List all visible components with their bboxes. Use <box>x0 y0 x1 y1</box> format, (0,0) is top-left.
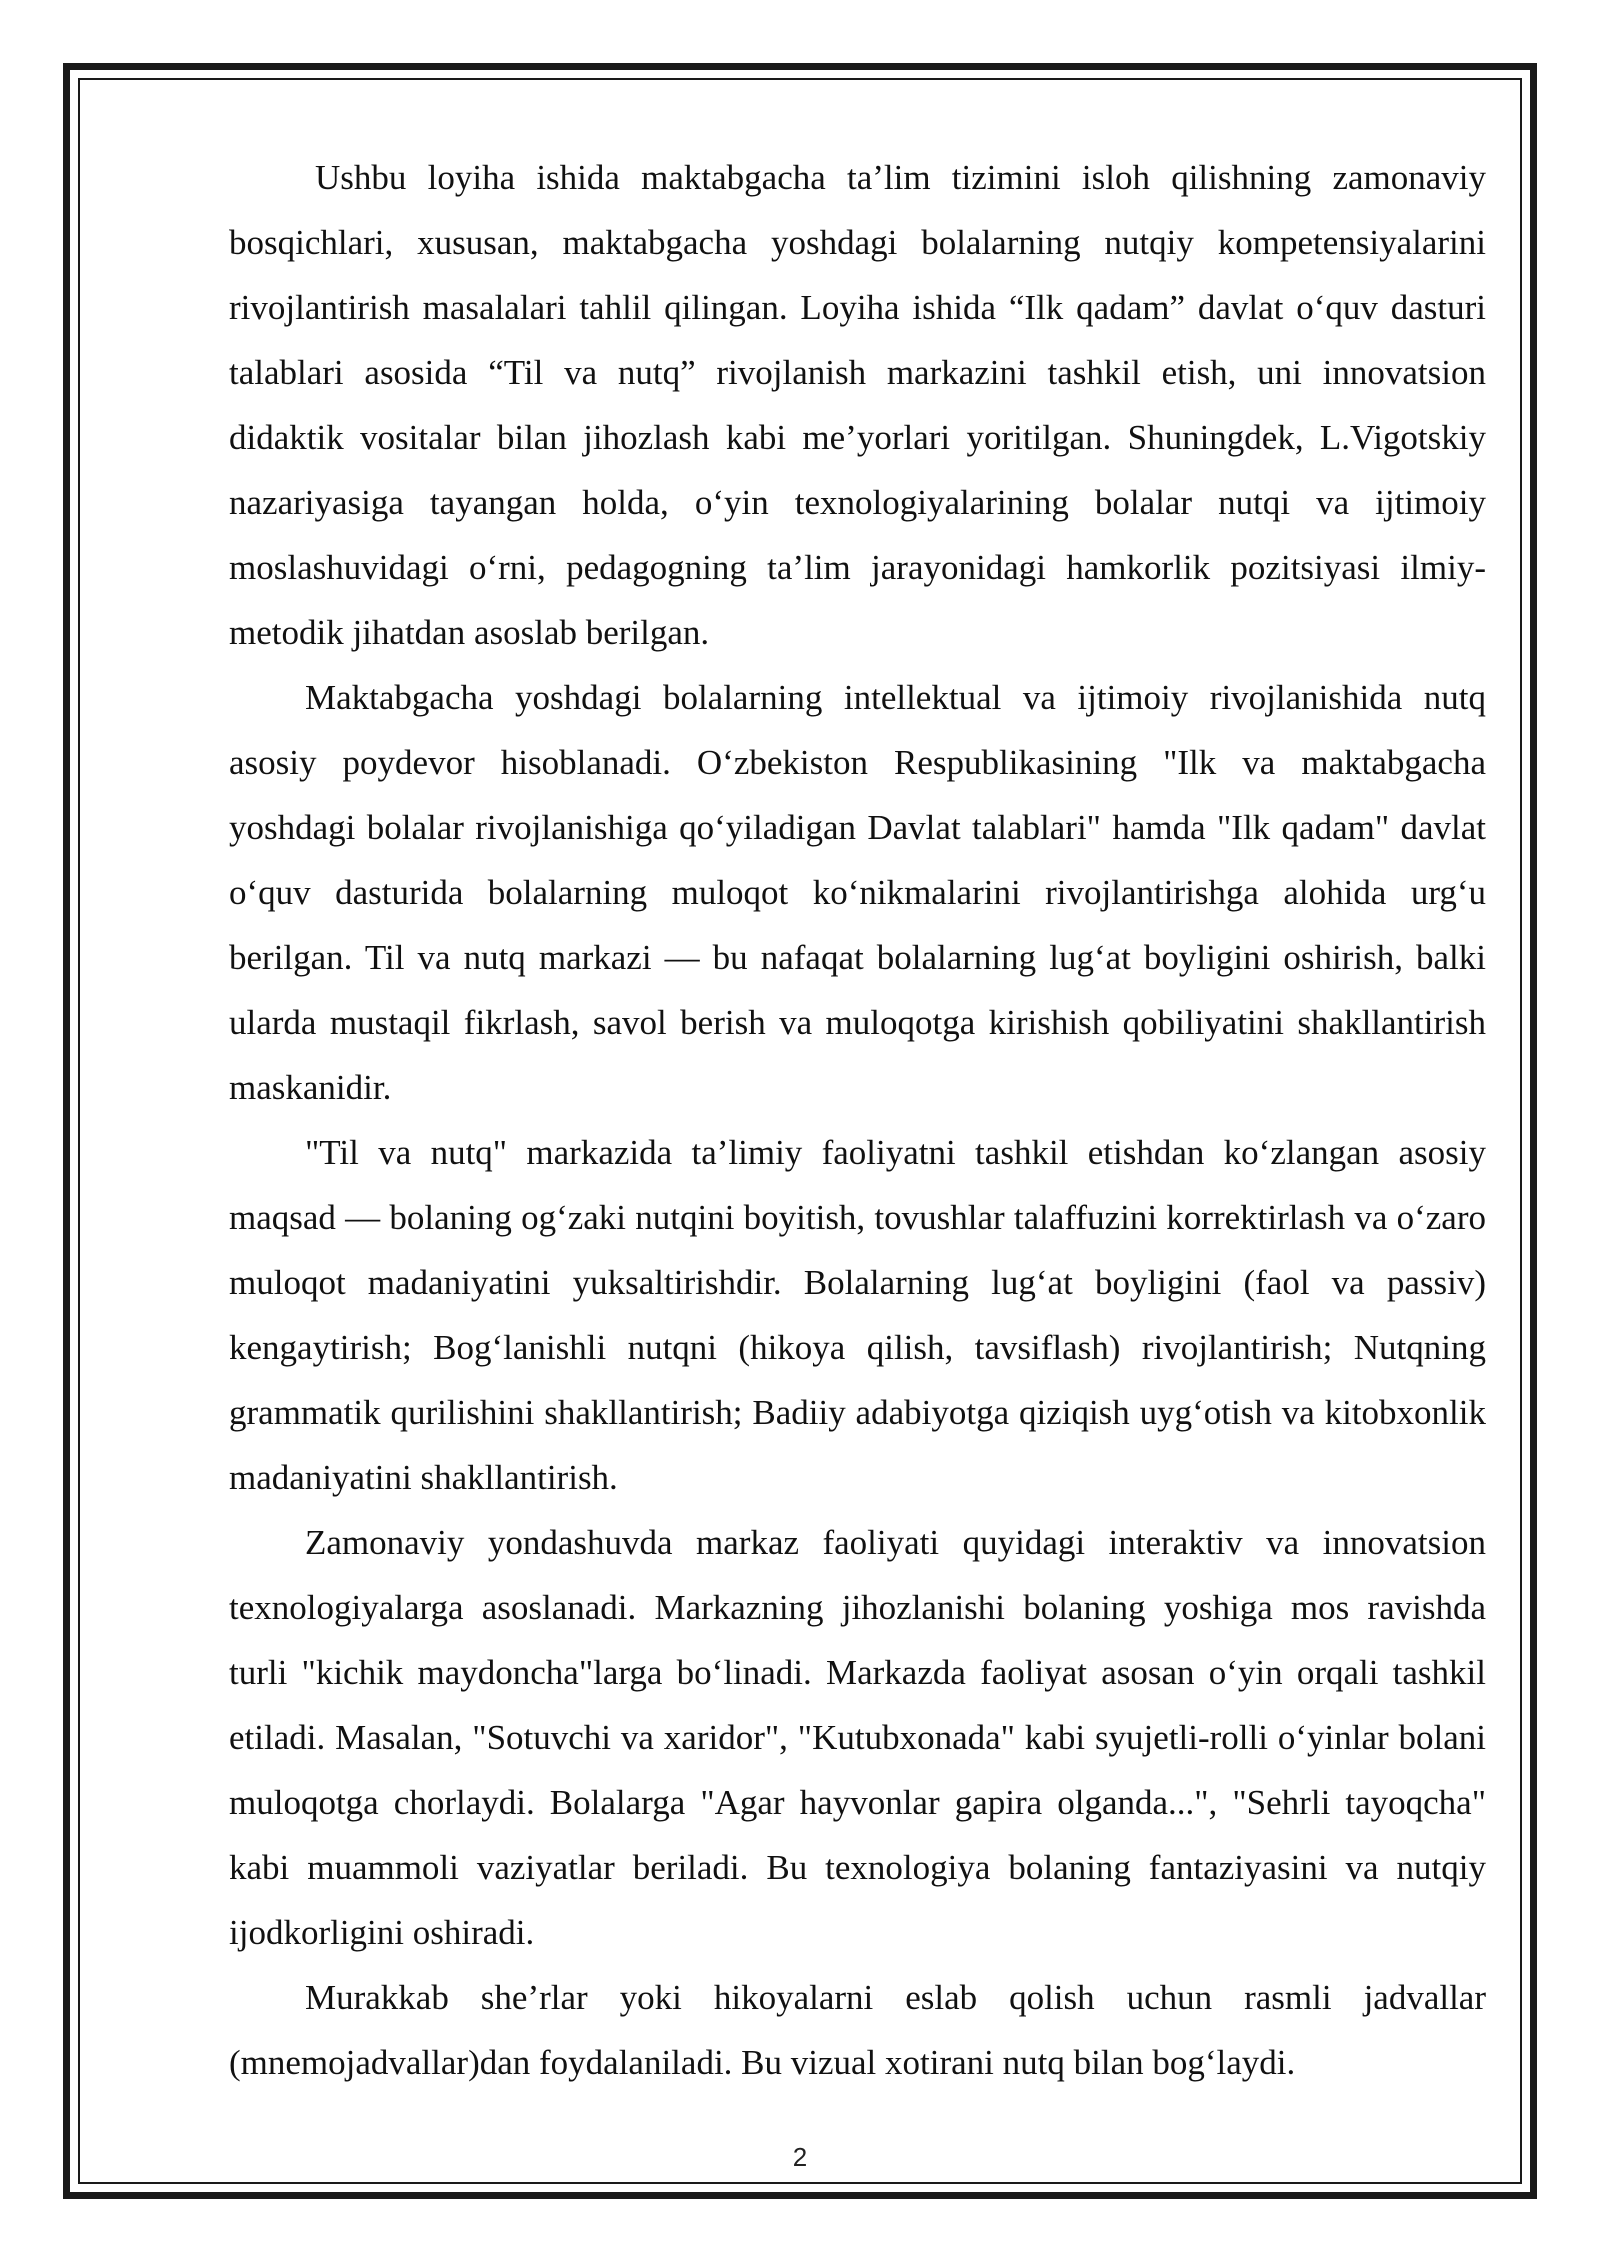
paragraph-mnemotables: Murakkab she’rlar yoki hikoyalarni eslab qolish uchun rasmli jadvallar (mnemojadvallar)dan foydalaniladi. Bu vizual xotirani nutq bilan bogʻlaydi. <box>229 1978 1486 2082</box>
document-body <box>229 145 1486 2095</box>
page-number: 2 <box>792 2142 808 2172</box>
paragraph-modern-approach: Zamonaviy yondashuvda markaz faoliyati quyidagi interaktiv va innovatsion texnologiyalarga asoslanadi. Markazning jihozlanishi bolaning yoshiga mos ravishda turli "kichik maydoncha"larga boʻlinadi. Markazda faoliyat asosan oʻyin orqali tashkil etiladi. Masalan, "Sotuvchi va xaridor", "Kutubxonada" kabi syujetli-rolli oʻyinlar bolani muloqotga chorlaydi. Bolalarga "Agar hayvonlar gapira olganda...", "Sehrli tayoqcha" kabi muammoli vaziyatlar beriladi. Bu texnologiya bolaning fantaziyasini va nutqiy ijodkorligini oshiradi. <box>229 1523 1486 1952</box>
paragraph-speech-foundation: Maktabgacha yoshdagi bolalarning intellektual va ijtimoiy rivojlanishida nutq asosiy poydevor hisoblanadi. Oʻzbekiston Respublikasining "Ilk va maktabgacha yoshdagi bolalar rivojlanishiga qoʻyiladigan Davlat talablari" hamda "Ilk qadam" davlat oʻquv dasturida bolalarning muloqot koʻnikmalarini rivojlantirishga alohida urgʻu berilgan. Til va nutq markazi — bu nafaqat bolalarning lugʻat boyligini oshirish, balki ularda mustaqil fikrlash, savol berish va muloqotga kirishish qobiliyatini shakllantirish maskanidir. <box>229 678 1486 1107</box>
paragraph-intro: Ushbu loyiha ishida maktabgacha ta’lim tizimini isloh qilishning zamonaviy bosqichlari, xususan, maktabgacha yoshdagi bolalarning nutqiy kompetensiyalarini rivojlantirish masalalari tahlil qilingan. Loyiha ishida “Ilk qadam” davlat oʻquv dasturi talablari asosida “Til va nutq” rivojlanish markazini tashkil etish, uni innovatsion didaktik vositalar bilan jihozlash kabi me’yorlari yoritilgan. Shuningdek, L.Vigotskiy nazariyasiga tayangan holda, oʻyin texnologiyalarining bolalar nutqi va ijtimoiy moslashuvidagi oʻrni, pedagogning ta’lim jarayonidagi hamkorlik pozitsiyasi ilmiy-metodik jihatdan asoslab berilgan. <box>229 158 1486 652</box>
paragraph-center-goal: "Til va nutq" markazida ta’limiy faoliyatni tashkil etishdan koʻzlangan asosiy maqsad — bolaning ogʻzaki nutqini boyitish, tovushlar talaffuzini korrektirlash va oʻzaro muloqot madaniyatini yuksaltirishdir. Bolalarning lugʻat boyligini (faol va passiv) kengaytirish; Bogʻlanishli nutqni (hikoya qilish, tavsiflash) rivojlantirish; Nutqning grammatik qurilishini shakllantirish; Badiiy adabiyotga qiziqish uygʻotish va kitobxonlik madaniyatini shakllantirish. <box>229 1133 1486 1497</box>
